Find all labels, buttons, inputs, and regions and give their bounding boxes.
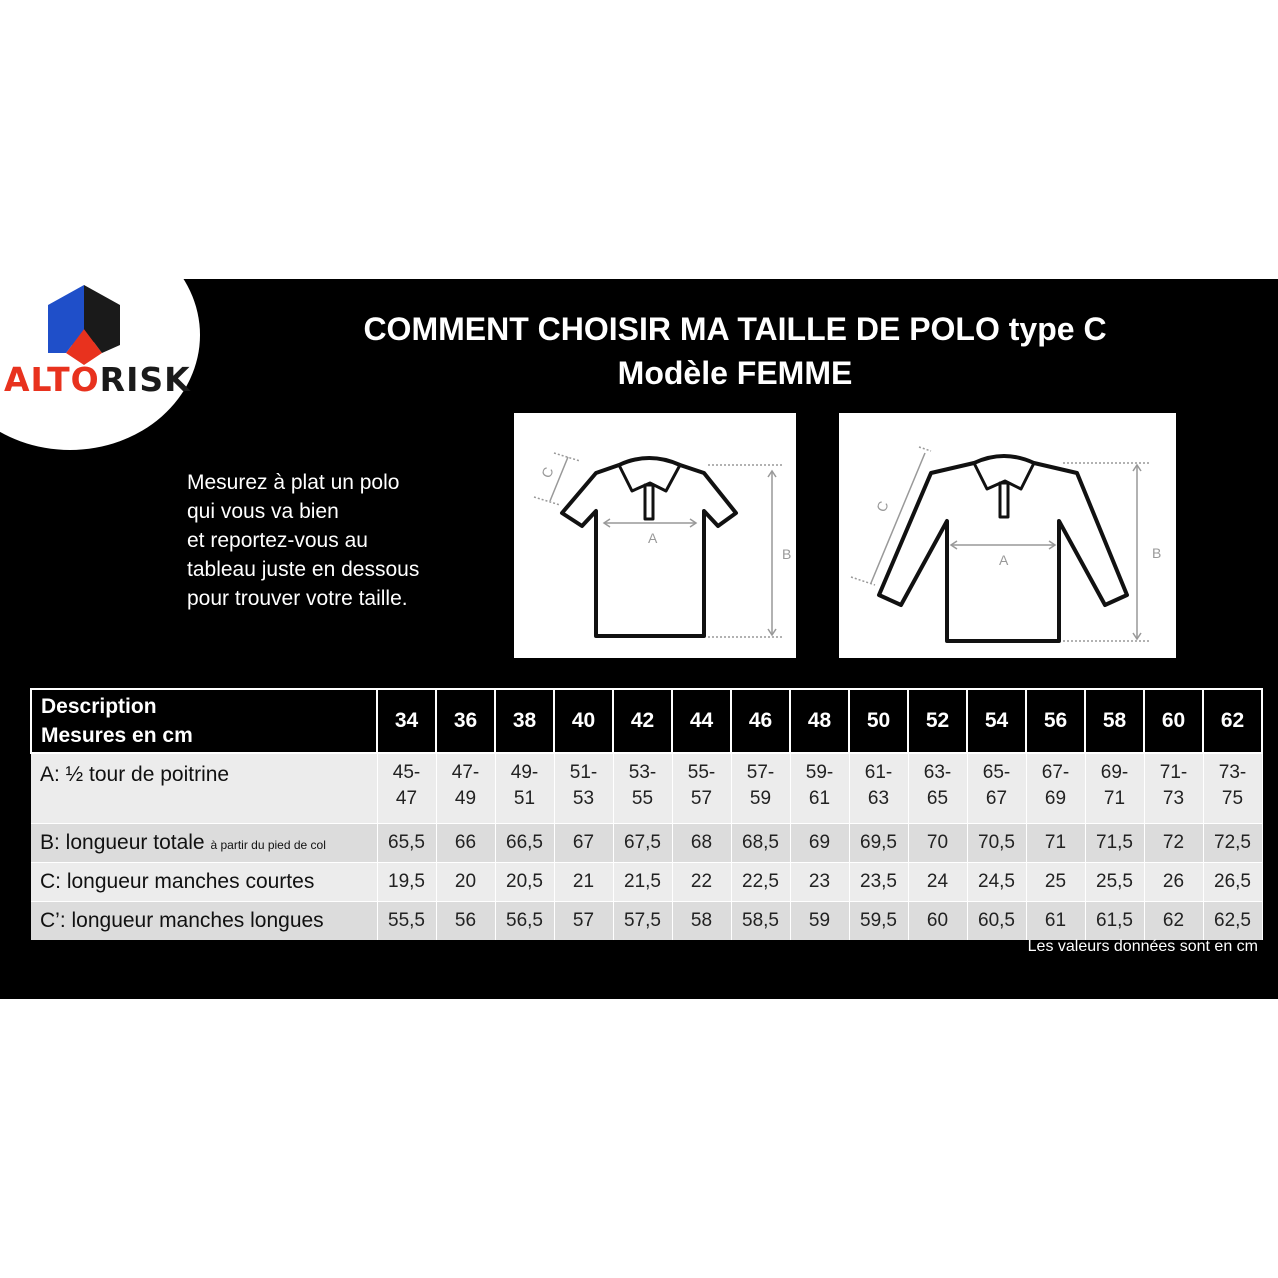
table-row <box>31 753 1262 824</box>
cell-value-line: 59- <box>805 762 834 783</box>
size-header: 60 <box>1144 689 1203 753</box>
table-cell: 56 <box>436 902 495 941</box>
brand-alto: ALTO <box>4 360 100 399</box>
table-cell: 70 <box>908 824 967 863</box>
cell-value-line: 75 <box>1221 788 1244 809</box>
table-cell <box>377 753 436 824</box>
table-cell: 23 <box>790 863 849 902</box>
cell-value-line: 53- <box>628 762 657 783</box>
cell-value-line: 57 <box>690 788 713 809</box>
table-cell <box>554 753 613 824</box>
table-cell: 25 <box>1026 863 1085 902</box>
row-label <box>31 863 377 902</box>
size-header: 42 <box>613 689 672 753</box>
cell-value-line: 61 <box>808 788 831 809</box>
description-header <box>31 689 377 753</box>
size-header: 44 <box>672 689 731 753</box>
table-cell: 20,5 <box>495 863 554 902</box>
description-units: Mesures en cm <box>41 724 193 747</box>
table-row <box>31 902 1262 941</box>
page-title: COMMENT CHOISIR MA TAILLE DE POLO type C <box>363 311 1107 347</box>
row-label <box>31 824 377 863</box>
table-cell: 57 <box>554 902 613 941</box>
table-row <box>31 824 1262 863</box>
cell-value-line: 69- <box>1100 762 1129 783</box>
instruction-line: qui vous va bien <box>187 500 339 523</box>
instruction-line: Mesurez à plat un polo <box>187 471 400 494</box>
table-cell: 57,5 <box>613 902 672 941</box>
cell-value-line: 55 <box>631 788 654 809</box>
table-cell: 26 <box>1144 863 1203 902</box>
table-cell: 61,5 <box>1085 902 1144 941</box>
size-header: 38 <box>495 689 554 753</box>
instruction-line: et reportez-vous au <box>187 529 368 552</box>
label-c: C <box>537 464 557 481</box>
row-label <box>31 902 377 941</box>
long-sleeve-polo-icon <box>839 413 1176 658</box>
label-b: B <box>782 546 792 562</box>
table-cell: 58 <box>672 902 731 941</box>
table-row <box>31 863 1262 902</box>
brand-risk: RISK <box>99 360 191 399</box>
table-cell <box>908 753 967 824</box>
table-cell: 67,5 <box>613 824 672 863</box>
size-table <box>30 688 1263 940</box>
size-header: 56 <box>1026 689 1085 753</box>
size-header: 50 <box>849 689 908 753</box>
brand-wordmark <box>4 362 191 398</box>
cell-value-line: 67 <box>985 788 1008 809</box>
size-header: 58 <box>1085 689 1144 753</box>
measure-instructions <box>187 468 487 613</box>
table-cell: 59,5 <box>849 902 908 941</box>
table-cell: 21,5 <box>613 863 672 902</box>
table-cell: 21 <box>554 863 613 902</box>
cell-value-line: 65- <box>982 762 1011 783</box>
table-cell <box>731 753 790 824</box>
table-cell <box>1026 753 1085 824</box>
table-cell: 60,5 <box>967 902 1026 941</box>
label-b: B <box>1152 545 1162 561</box>
table-cell: 67 <box>554 824 613 863</box>
description-title: Description <box>41 695 157 718</box>
cell-value-line: 49 <box>454 788 477 809</box>
label-a: A <box>648 530 658 546</box>
cell-value-line: 71 <box>1103 788 1126 809</box>
cell-value-line: 71- <box>1159 762 1188 783</box>
table-cell <box>1144 753 1203 824</box>
cell-value-line: 45- <box>392 762 421 783</box>
table-cell: 66 <box>436 824 495 863</box>
cell-value-line: 65 <box>926 788 949 809</box>
table-cell: 26,5 <box>1203 863 1262 902</box>
cell-value-line: 47 <box>395 788 418 809</box>
long-sleeve-polo-diagram <box>839 413 1176 658</box>
size-header: 62 <box>1203 689 1262 753</box>
table-cell: 22 <box>672 863 731 902</box>
table-cell: 72 <box>1144 824 1203 863</box>
instruction-line: tableau juste en dessous <box>187 558 420 581</box>
table-cell: 60 <box>908 902 967 941</box>
altorisk-logo-icon <box>44 283 124 367</box>
row-label-text: C’: longueur manches longues <box>40 909 324 932</box>
table-cell: 72,5 <box>1203 824 1262 863</box>
size-header: 48 <box>790 689 849 753</box>
table-cell: 24 <box>908 863 967 902</box>
table-cell <box>1203 753 1262 824</box>
label-a: A <box>999 552 1009 568</box>
table-cell <box>790 753 849 824</box>
cell-value-line: 55- <box>687 762 716 783</box>
size-header-row <box>31 689 1262 753</box>
cell-value-line: 59 <box>749 788 772 809</box>
table-cell: 68,5 <box>731 824 790 863</box>
cell-value-line: 61- <box>864 762 893 783</box>
row-label-text: C: longueur manches courtes <box>40 870 315 893</box>
cell-value-line: 73 <box>1162 788 1185 809</box>
table-cell: 59 <box>790 902 849 941</box>
table-cell: 22,5 <box>731 863 790 902</box>
table-cell: 20 <box>436 863 495 902</box>
table-cell: 58,5 <box>731 902 790 941</box>
cell-value-line: 73- <box>1218 762 1247 783</box>
table-cell: 70,5 <box>967 824 1026 863</box>
table-cell <box>672 753 731 824</box>
page-subtitle: Modèle FEMME <box>617 355 853 391</box>
table-cell: 24,5 <box>967 863 1026 902</box>
table-cell <box>613 753 672 824</box>
table-cell: 61 <box>1026 902 1085 941</box>
table-cell: 23,5 <box>849 863 908 902</box>
table-cell: 65,5 <box>377 824 436 863</box>
table-cell: 19,5 <box>377 863 436 902</box>
cell-value-line: 63 <box>867 788 890 809</box>
row-label-text: A: ½ tour de poitrine <box>40 763 230 786</box>
size-header: 52 <box>908 689 967 753</box>
row-label-text: B: longueur totale <box>40 831 205 854</box>
table-cell: 71,5 <box>1085 824 1144 863</box>
size-header: 46 <box>731 689 790 753</box>
footnote: Les valeurs données sont en cm <box>1027 938 1258 955</box>
cell-value-line: 63- <box>923 762 952 783</box>
short-sleeve-polo-diagram <box>514 413 796 658</box>
table-cell: 56,5 <box>495 902 554 941</box>
table-cell <box>1085 753 1144 824</box>
row-label <box>31 753 377 824</box>
size-header: 36 <box>436 689 495 753</box>
table-cell: 68 <box>672 824 731 863</box>
cell-value-line: 69 <box>1044 788 1067 809</box>
size-header: 34 <box>377 689 436 753</box>
table-cell: 66,5 <box>495 824 554 863</box>
cell-value-line: 53 <box>572 788 595 809</box>
size-header: 40 <box>554 689 613 753</box>
cell-value-line: 57- <box>746 762 775 783</box>
table-cell <box>495 753 554 824</box>
cell-value-line: 51 <box>513 788 536 809</box>
label-c: C <box>872 498 892 515</box>
instruction-line: pour trouver votre taille. <box>187 587 408 610</box>
table-cell: 25,5 <box>1085 863 1144 902</box>
cell-value-line: 47- <box>451 762 480 783</box>
size-header: 54 <box>967 689 1026 753</box>
table-cell: 69 <box>790 824 849 863</box>
cell-value-line: 67- <box>1041 762 1070 783</box>
table-cell: 62,5 <box>1203 902 1262 941</box>
cell-value-line: 51- <box>569 762 598 783</box>
table-cell: 55,5 <box>377 902 436 941</box>
table-cell <box>849 753 908 824</box>
short-sleeve-polo-icon <box>514 413 796 658</box>
row-label-note: à partir du pied de col <box>210 838 326 852</box>
cell-value-line: 49- <box>510 762 539 783</box>
table-cell <box>967 753 1026 824</box>
table-cell <box>436 753 495 824</box>
table-cell: 62 <box>1144 902 1203 941</box>
table-cell: 69,5 <box>849 824 908 863</box>
table-cell: 71 <box>1026 824 1085 863</box>
